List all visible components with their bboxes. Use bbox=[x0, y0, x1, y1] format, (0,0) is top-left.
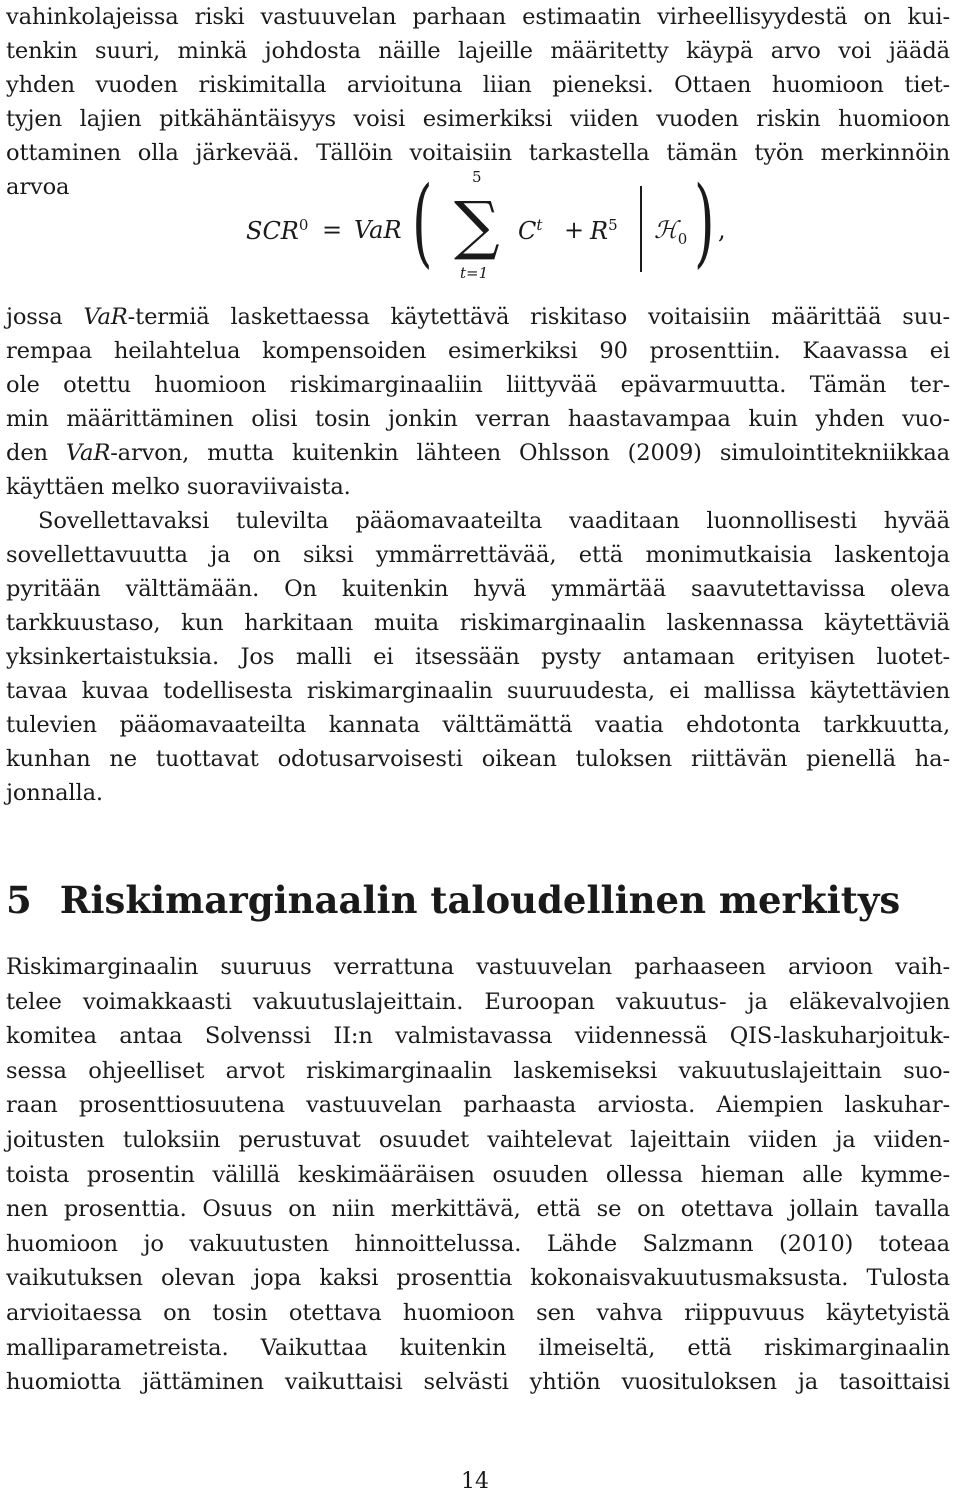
sum-lower-limit: t=1 bbox=[460, 264, 489, 282]
text-line: ole otettu huomioon riskimarginaaliin liittyvää epävarmuutta. Tämän ter- bbox=[6, 372, 950, 398]
text-line: sessa ohjeelliset arvot riskimarginaalin laskemiseksi vakuutuslajeittain suo- bbox=[6, 1057, 950, 1084]
section-heading bbox=[6, 872, 900, 928]
text-line: tyjen lajien pitkähäntäisyys voisi esimerkiksi viiden vuoden riskin huomioon bbox=[6, 106, 950, 132]
sum-symbol: ∑ bbox=[454, 189, 500, 263]
text-line: yhden vuoden riskimitalla arvioituna liian pieneksi. Ottaen huomioon tiet- bbox=[6, 72, 950, 98]
right-paren: ) bbox=[694, 166, 715, 278]
page-number: 14 bbox=[461, 1469, 489, 1494]
formula-equals: = bbox=[322, 216, 343, 244]
text-line: komitea antaa Solvenssi II:n valmistavassa viidennessä QIS-laskuharjoituk- bbox=[6, 1023, 950, 1050]
var-term: VaR bbox=[83, 304, 128, 330]
formula-lhs: SCR$^0$ bbox=[246, 216, 309, 245]
var-term: VaR bbox=[65, 440, 111, 466]
sum-upper-limit: 5 bbox=[472, 168, 482, 186]
text-line: kunhan ne tuottavat odotusarvoisesti oikean tuloksen riittävän pienellä ha- bbox=[6, 746, 950, 772]
text-line: nen prosenttia. Osuus on niin merkittävä, että se on otettava jollain tavalla bbox=[6, 1196, 950, 1223]
text-line: sovellettavuutta ja on siksi ymmärrettävää, että monimutkaisia laskentoja bbox=[6, 542, 950, 568]
text-line: malliparametreista. Vaikuttaa kuitenkin ilmeiseltä, että riskimarginaalin bbox=[6, 1334, 950, 1361]
text-line: vahinkolajeissa riski vastuuvelan parhaan estimaatin virheellisyydestä on kui- bbox=[6, 4, 950, 30]
text-line: tavaa kuvaa todellisesta riskimarginaalin suuruudesta, ei mallissa käytettävien bbox=[6, 678, 950, 704]
text-line: tulevien pääomavaateilta kannata välttämättä vaatia ehdotonta tarkkuutta, bbox=[6, 712, 950, 738]
formula-condition: ℋ$_0$ bbox=[654, 216, 688, 248]
section-title: Riskimarginaalin taloudellinen merkitys bbox=[59, 878, 901, 922]
text-line: tarkkuustaso, kun harkitaan muita riskimarginaalin laskennassa käytettäviä bbox=[6, 610, 950, 636]
formula-comma: , bbox=[718, 216, 726, 244]
text-line: jossa VaR-termiä laskettaessa käytettävä riskitaso voitaisiin määrittää suu- bbox=[6, 304, 950, 330]
formula-plus: + bbox=[564, 216, 585, 244]
text-line: jonnalla. bbox=[6, 780, 103, 806]
conditional-bar bbox=[640, 186, 642, 272]
text-line: arvioitaessa on tosin otettava huomioon sen vahva riippuvuus käytetyistä bbox=[6, 1300, 950, 1326]
text-line: joitusten tuloksiin perustuvat osuudet vaihtelevat lajeittain viiden ja viiden- bbox=[6, 1127, 950, 1153]
text-line: raan prosenttiosuutena vastuuvelan parhaasta arviosta. Aiempien laskuhar- bbox=[6, 1092, 950, 1119]
left-paren: ( bbox=[412, 166, 433, 278]
text-line: den VaR-arvon, mutta kuitenkin lähteen Ohlsson (2009) simulointitekniikkaa bbox=[6, 440, 950, 466]
text-line: telee voimakkaasti vakuutuslajeittain. Euroopan vakuutus- ja eläkevalvojien bbox=[6, 988, 950, 1015]
formula-term-r: $R^5$ bbox=[590, 216, 618, 245]
text-line: tenkin suuri, minkä johdosta näille lajeille määritetty käypä arvo voi jäädä bbox=[6, 38, 950, 64]
text-line: rempaa heilahtelua kompensoiden esimerkiksi 90 prosenttiin. Kaavassa ei bbox=[6, 338, 950, 364]
text-line: arvoa bbox=[6, 174, 70, 200]
text-line: huomiotta jättäminen vaikuttaisi selvästi yhtiön vuosituloksen ja tasoittaisi bbox=[6, 1369, 950, 1396]
text-line: toista prosentin välillä keskimääräisen osuuden ollessa hieman alle kymme- bbox=[6, 1161, 950, 1188]
text-line: huomioon jo vakuutusten hinnoittelussa. Lähde Salzmann (2010) toteaa bbox=[6, 1230, 950, 1257]
text-line: käyttäen melko suoraviivaista. bbox=[6, 474, 351, 500]
text-line: ottaminen olla järkevää. Tällöin voitaisiin tarkastella tämän työn merkinnöin bbox=[6, 140, 950, 166]
section-number: 5 bbox=[6, 878, 32, 922]
text-line: Riskimarginaalin suuruus verrattuna vastuuvelan parhaaseen arvioon vaih- bbox=[6, 954, 950, 980]
text-line: pyritään välttämään. On kuitenkin hyvä ymmärtää saavutettavissa oleva bbox=[6, 576, 950, 602]
scr-formula bbox=[246, 164, 726, 294]
text-line: min määrittäminen olisi tosin jonkin verran haastavampaa kuin yhden vuo- bbox=[6, 406, 950, 432]
formula-var: VaR bbox=[354, 216, 402, 244]
formula-term-c: $C^t$ bbox=[518, 216, 543, 245]
text-line: yksinkertaistuksia. Jos malli ei itsessään pysty antamaan erityisen luotet- bbox=[6, 644, 950, 670]
text-line: Sovellettavaksi tulevilta pääomavaateilta vaaditaan luonnollisesti hyvää bbox=[38, 508, 950, 534]
text-line: vaikutuksen olevan jopa kaksi prosenttia kokonaisvakuutusmaksusta. Tulosta bbox=[6, 1265, 950, 1292]
